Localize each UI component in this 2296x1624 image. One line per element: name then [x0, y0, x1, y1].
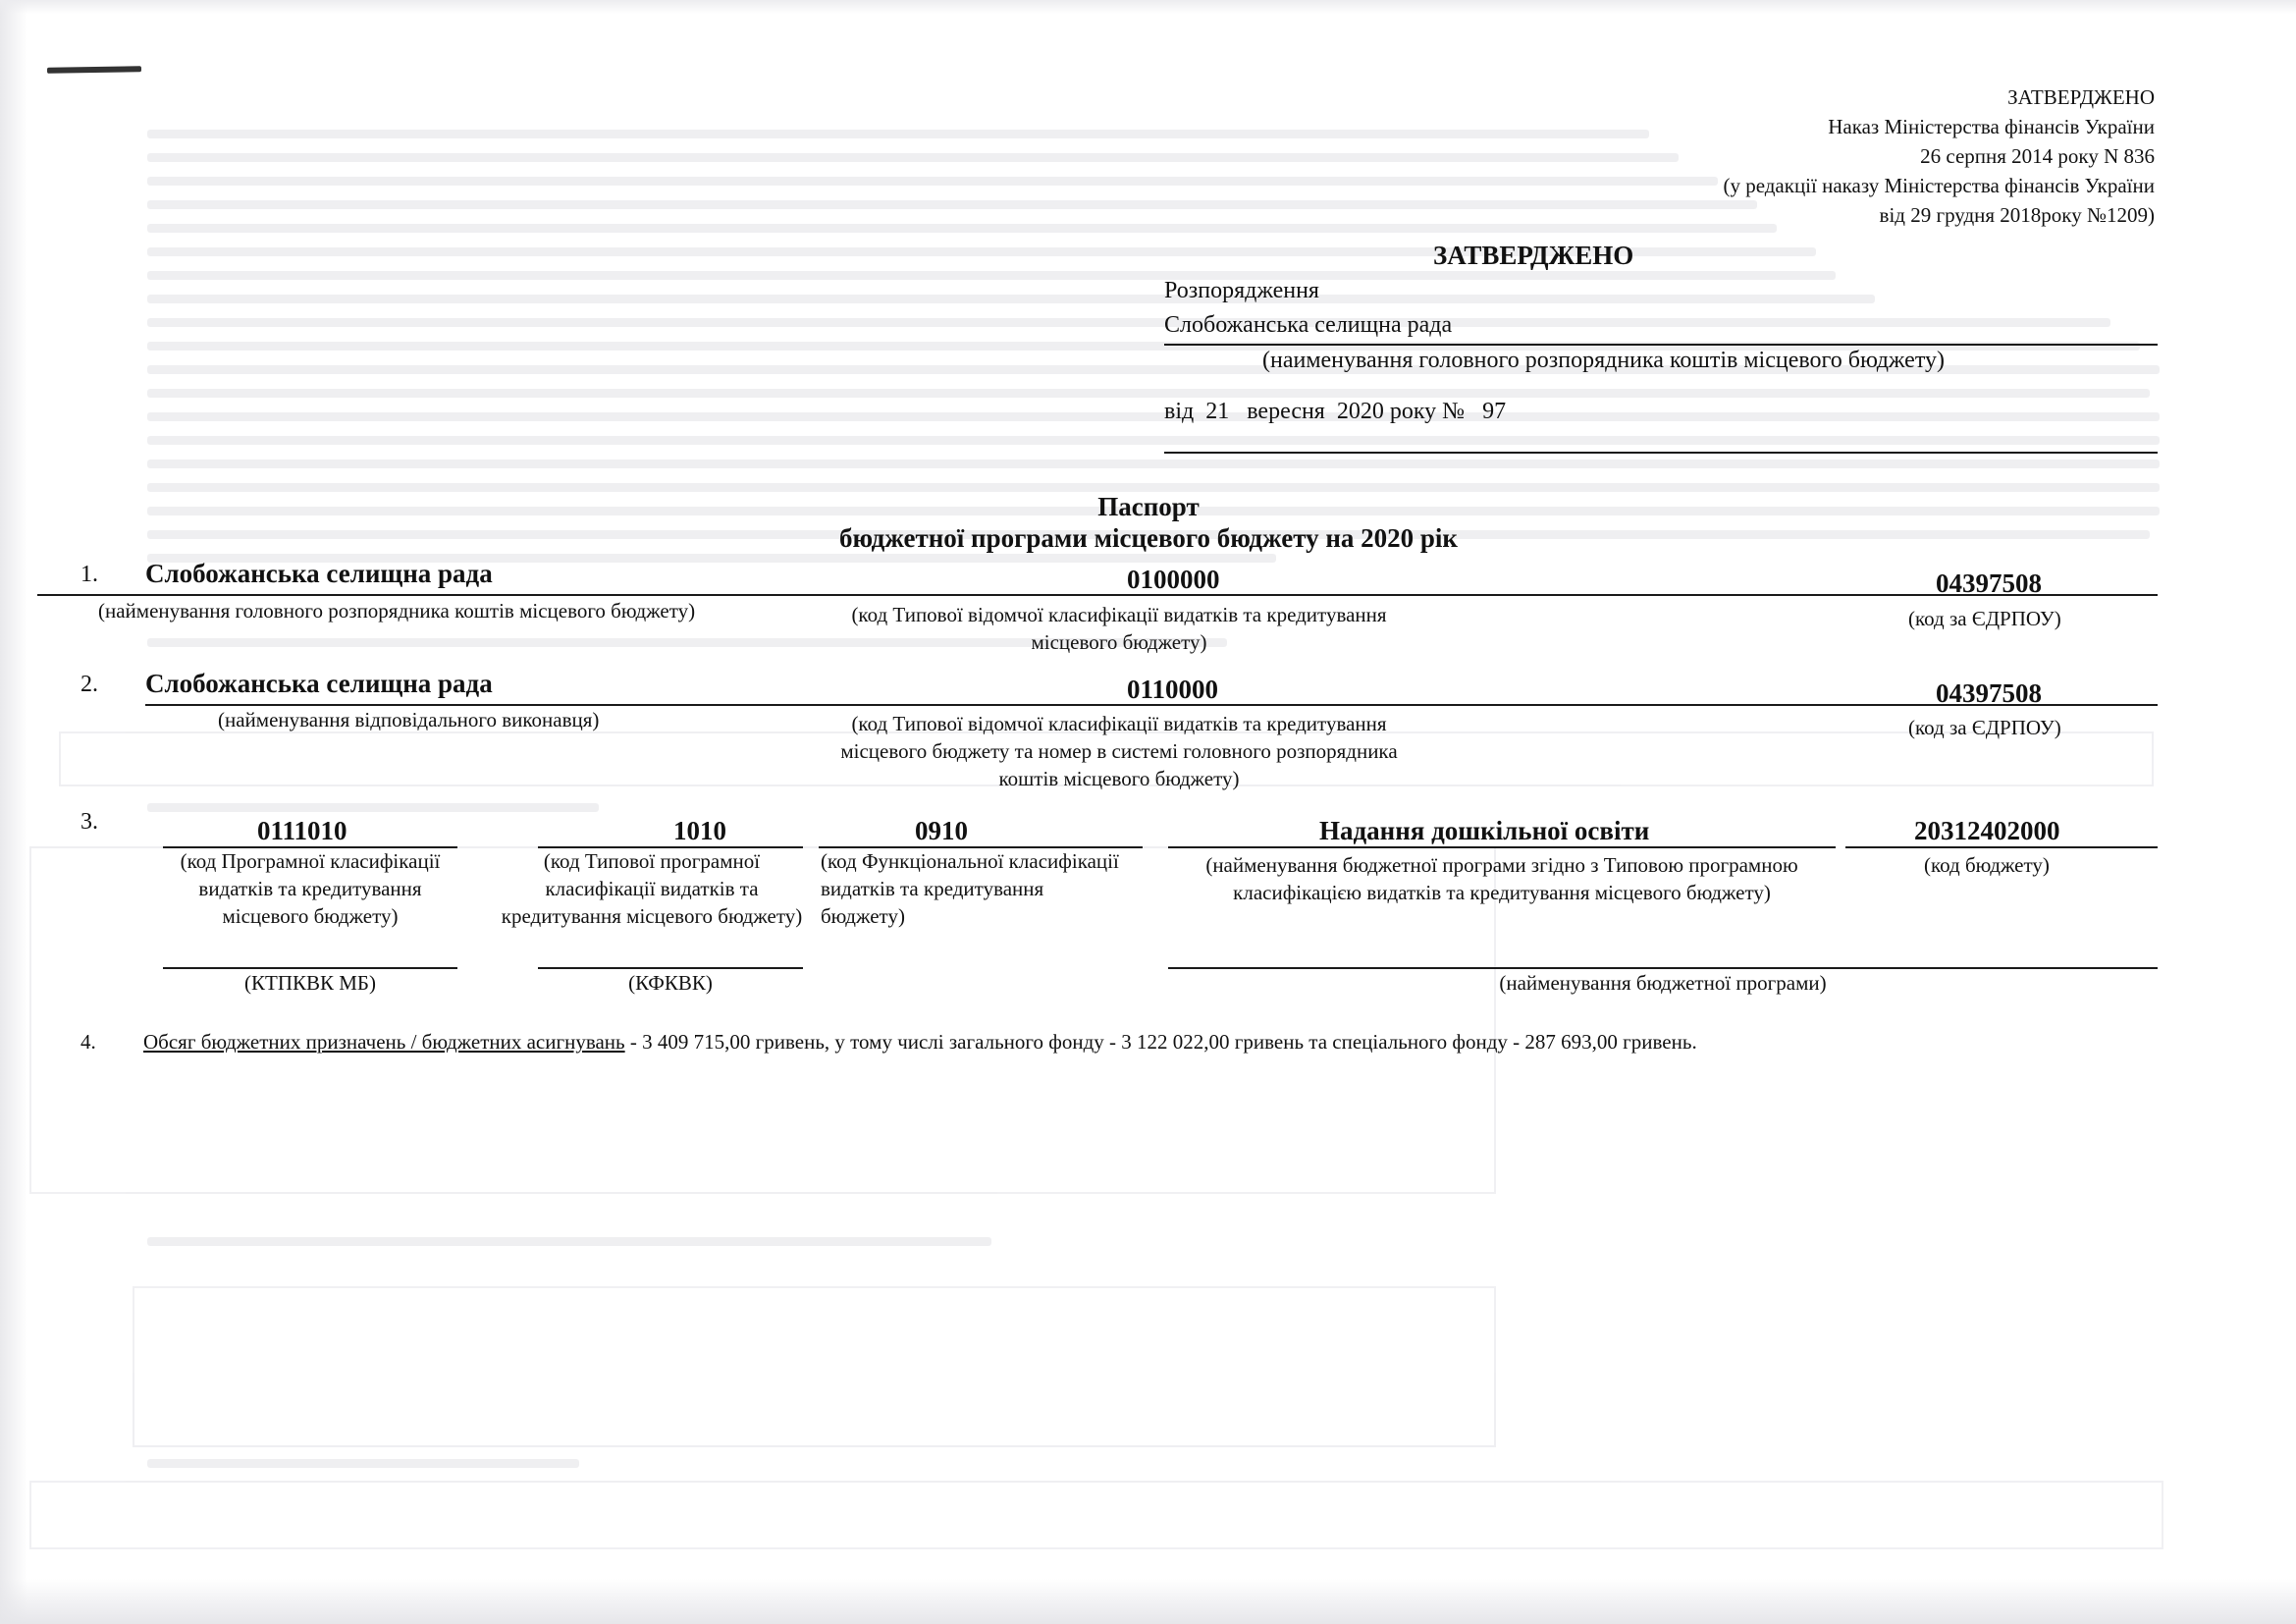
section-2-code-caption-3: коштів місцевого бюджету): [998, 767, 1240, 790]
section-3-abbr-underline-3: [1168, 967, 2158, 969]
section-3-code1-caption: (код Програмної класифікації: [180, 849, 441, 873]
decree-org-caption: (наименування головного розпорядника коштів місцевого бюджету): [1262, 348, 1945, 373]
section-4-line: [143, 1029, 1697, 1055]
section-2-edrpou-caption: (код за ЄДРПОУ): [1908, 716, 2061, 739]
section-3-code2-caption-3: кредитування місцевого бюджету): [501, 904, 803, 928]
decree-date-underline: [1164, 452, 2158, 454]
section-3-abbr-program-name: (найменування бюджетної програми): [1499, 971, 1827, 995]
section-2-code-caption-2: місцевого бюджету та номер в системі головного розпорядника: [840, 739, 1398, 763]
section-3-abbr-ktpkvk: (КТПКВК МБ): [244, 971, 376, 995]
scan-edge-shadow: [0, 0, 2296, 14]
section-1-code: 0100000: [1127, 565, 1220, 594]
decree-approved: ЗАТВЕРДЖЕНО: [1433, 241, 1634, 270]
section-4-text: - 3 409 715,00 гривень, у тому числі загального фонду - 3 122 022,00 гривень та спеціального фонду - 287 693,00 гривень.: [624, 1030, 1697, 1054]
section-2-code: 0110000: [1127, 675, 1219, 704]
section-3-abbr-underline-1: [163, 967, 457, 969]
decree-date-year: 2020 року №: [1336, 399, 1466, 424]
section-3-typical-code: 1010: [673, 816, 726, 845]
approval-stamp: ЗАТВЕРДЖЕНО: [2007, 85, 2155, 109]
decree-date-month: вересня: [1247, 399, 1325, 424]
section-2-code-caption: (код Типової відомчої класифікації видатків та кредитування: [851, 712, 1387, 735]
section-2-org-caption: (найменування відповідального виконавця): [218, 708, 600, 731]
section-3-code2-caption: (код Типової програмної: [543, 849, 761, 873]
section-3-code1-caption-3: місцевого бюджету): [222, 904, 399, 928]
section-1-org: Слобожанська селищна рада: [145, 559, 493, 588]
scan-edge-shadow: [0, 1579, 2296, 1624]
section-3-code3-caption: (код Функціональної класифікації: [821, 849, 1119, 873]
decree-date-prefix: від: [1164, 399, 1195, 424]
scan-corner-mark: [47, 66, 141, 74]
section-1-code-caption-2: місцевого бюджету): [1031, 630, 1207, 654]
section-2-underline: [145, 704, 2158, 706]
decree-doc-type: Розпорядження: [1164, 278, 1319, 303]
section-4-number: 4.: [80, 1030, 96, 1054]
section-3-budget-caption: (код бюджету): [1924, 853, 2050, 877]
decree-org-name: Слобожанська селищна рада: [1164, 312, 1453, 338]
section-2-number: 2.: [80, 672, 98, 697]
approval-order: Наказ Міністерства фінансів України: [1828, 115, 2155, 138]
section-3-program-name: Надання дошкільної освіти: [1319, 816, 1650, 845]
decree-date-number: 97: [1482, 399, 1507, 424]
approval-order-date: 26 серпня 2014 року N 836: [1920, 144, 2155, 168]
page-subtitle: бюджетної програми місцевого бюджету на 2020 рік: [839, 523, 1458, 553]
decree-date-day: 21: [1205, 399, 1230, 424]
section-3-code3-caption-2: видатків та кредитування: [821, 877, 1044, 900]
section-3-abbr-underline-2: [538, 967, 803, 969]
section-1-code-caption: (код Типової відомчої класифікації видатків та кредитування: [851, 603, 1387, 626]
section-1-edrpou-caption: (код за ЄДРПОУ): [1908, 607, 2061, 630]
section-3-code1-caption-2: видатків та кредитування: [198, 877, 422, 900]
section-3-program-caption: (найменування бюджетної програми згідно з Типовою програмною: [1205, 853, 1798, 877]
section-1-edrpou: 04397508: [1936, 568, 2042, 598]
approval-edition-date: від 29 грудня 2018року №1209): [1879, 203, 2155, 227]
section-3-program-code: 0111010: [257, 816, 347, 845]
section-1-number: 1.: [80, 562, 98, 587]
section-3-budget-code: 20312402000: [1914, 816, 2060, 845]
section-1-org-caption: (найменування головного розпорядника коштів місцевого бюджету): [98, 599, 696, 623]
section-3-functional-code: 0910: [915, 816, 968, 845]
section-2-edrpou: 04397508: [1936, 678, 2042, 708]
section-1-underline: [37, 594, 2158, 596]
scan-edge-shadow: [0, 0, 27, 1624]
section-3-number: 3.: [80, 809, 98, 835]
section-3-underline-4: [1168, 846, 1836, 848]
section-2-org: Слобожанська селищна рада: [145, 669, 493, 698]
section-3-abbr-kfkvk: (КФКВК): [628, 971, 713, 995]
approval-edition: (у редакції наказу Міністерства фінансів України: [1723, 174, 2155, 197]
page-title: Паспорт: [1097, 492, 1200, 521]
section-3-underline-5: [1845, 846, 2158, 848]
section-3-code3-caption-3: бюджету): [821, 904, 905, 928]
section-3-code2-caption-2: класифікації видатків та: [545, 877, 759, 900]
decree-date: [1164, 397, 1506, 426]
section-3-program-caption-2: класифікацією видатків та кредитування місцевого бюджету): [1233, 881, 1771, 904]
section-4-label: Обсяг бюджетних призначень / бюджетних асигнувань: [143, 1030, 625, 1054]
